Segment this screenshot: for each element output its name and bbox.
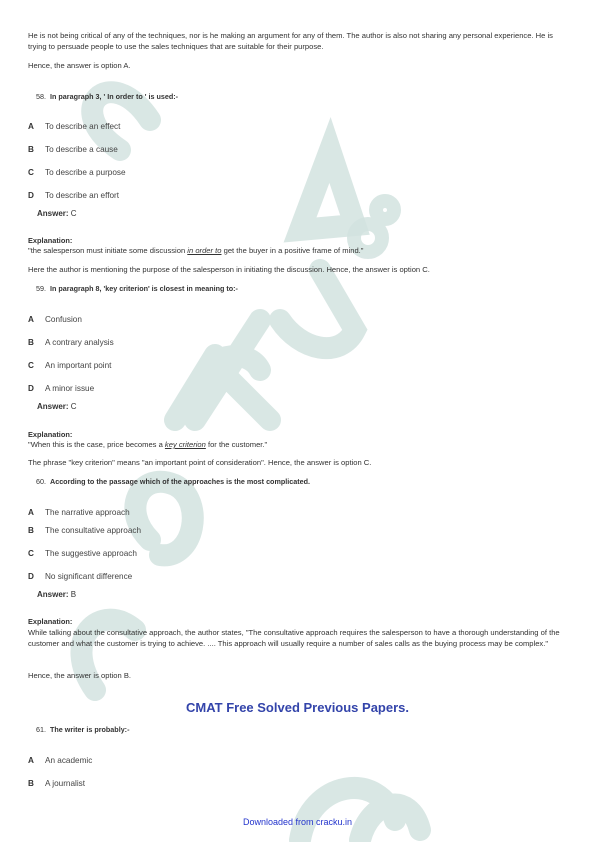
question-text: The writer is probably:- (50, 725, 130, 734)
option-d[interactable] (28, 191, 119, 200)
option-text: The suggestive approach (45, 549, 137, 558)
option-text: An academic (45, 756, 93, 765)
option-c[interactable] (28, 168, 126, 177)
answer-label: Answer: (37, 209, 69, 218)
intro-paragraph: He is not being critical of any of the techniques, nor is he making an argument for any of them. The author is also not sharing any personal experience. He is trying to persuade people to use the sales techniques that are suitable for their purpose. (28, 31, 553, 51)
option-letter: A (28, 122, 34, 131)
question-number: 59. (36, 284, 46, 293)
explanation-conclusion: The phrase "key criterion" means "an important point of consideration". Hence, the answer is option C. (28, 458, 372, 467)
question-59 (36, 284, 238, 293)
option-a[interactable] (28, 315, 82, 324)
explanation-conclusion: Hence, the answer is option B. (28, 671, 131, 680)
option-b[interactable] (28, 779, 85, 788)
question-text: In paragraph 8, 'key criterion' is closest in meaning to:- (50, 284, 238, 293)
option-c[interactable] (28, 361, 111, 370)
question-number: 60. (36, 477, 46, 486)
question-60 (36, 477, 310, 486)
option-letter: A (28, 315, 34, 324)
explanation-heading: Explanation: (28, 617, 73, 626)
answer-value: C (70, 402, 77, 411)
option-text: The narrative approach (45, 508, 130, 517)
option-a[interactable] (28, 756, 92, 765)
option-a[interactable] (28, 508, 130, 517)
option-text: To describe a purpose (45, 168, 126, 177)
option-letter: A (28, 756, 34, 765)
answer-value: C (70, 209, 77, 218)
option-c[interactable] (28, 549, 137, 558)
explanation-conclusion: Here the author is mentioning the purpose of the salesperson in initiating the discussion. Hence, the answer is option C. (28, 265, 430, 274)
option-text: A journalist (45, 779, 86, 788)
answer-58 (37, 209, 77, 218)
cmat-papers-banner[interactable]: CMAT Free Solved Previous Papers. (186, 700, 409, 715)
option-a[interactable] (28, 122, 120, 131)
explanation-heading: Explanation: (28, 236, 73, 245)
explanation-quote: "the salesperson must initiate some discussion in order to get the buyer in a positive frame of mind." (28, 246, 364, 255)
answer-label: Answer: (37, 402, 69, 411)
question-number: 61. (36, 725, 46, 734)
question-text: In paragraph 3, ' In order to ' is used:- (50, 92, 179, 101)
footer-link[interactable]: Downloaded from cracku.in (242, 817, 353, 827)
question-61 (36, 725, 129, 734)
option-d[interactable] (28, 572, 132, 581)
answer-label: Answer: (37, 590, 69, 599)
explanation-quote: "When this is the case, price becomes a key criterion for the customer." (28, 440, 268, 449)
option-letter: C (28, 168, 34, 177)
question-number: 58. (36, 92, 46, 101)
option-letter: D (28, 191, 34, 200)
option-text: A minor issue (45, 384, 95, 393)
option-letter: D (28, 384, 34, 393)
option-text: No significant difference (45, 572, 133, 581)
option-letter: B (28, 779, 34, 788)
explanation-heading: Explanation: (28, 430, 73, 439)
option-b[interactable] (28, 338, 114, 347)
option-text: The consultative approach (45, 526, 142, 535)
option-letter: D (28, 572, 34, 581)
question-text: According to the passage which of the approaches is the most complicated. (50, 477, 310, 486)
answer-value: B (70, 590, 77, 599)
option-text: To describe a cause (45, 145, 118, 154)
answer-60 (37, 590, 76, 599)
option-b[interactable] (28, 526, 141, 535)
intro-conclusion: Hence, the answer is option A. (28, 61, 131, 70)
option-text: An important point (45, 361, 112, 370)
option-b[interactable] (28, 145, 118, 154)
option-letter: B (28, 526, 34, 535)
option-letter: B (28, 145, 34, 154)
option-letter: A (28, 508, 34, 517)
explanation-text: While talking about the consultative approach, the author states, "The consultative approach requires the salesperson to have a thorough understanding of the customer and what the customer is trying to achieve. .... This approach will usually require a number of sales calls as the buying process may be complex." (28, 628, 560, 648)
question-58 (36, 92, 178, 101)
option-letter: C (28, 361, 34, 370)
option-letter: C (28, 549, 34, 558)
option-text: To describe an effort (45, 191, 120, 200)
option-text: A contrary analysis (45, 338, 114, 347)
option-text: Confusion (45, 315, 82, 324)
option-text: To describe an effect (45, 122, 121, 131)
option-d[interactable] (28, 384, 94, 393)
answer-59 (37, 402, 77, 411)
option-letter: B (28, 338, 34, 347)
